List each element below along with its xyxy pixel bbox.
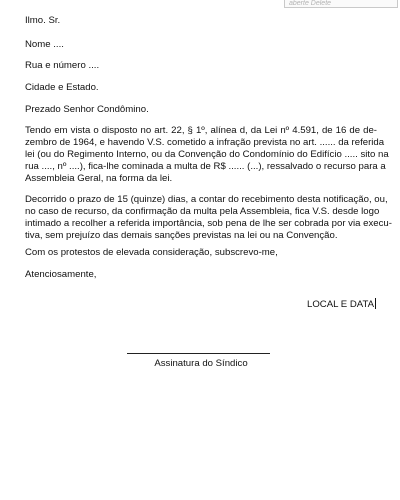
closing-line: Com os protestos de elevada consideração, subscrevo-me, xyxy=(25,247,278,258)
paragraph-2 xyxy=(25,194,392,242)
salutation-line: Ilmo. Sr. xyxy=(25,15,61,26)
recipient-address: Rua e número .... xyxy=(25,60,100,71)
editor-toolbar-fragment xyxy=(284,0,398,8)
paragraph-1-line: Assembleia Geral, na forma da lei. xyxy=(25,173,173,184)
greeting: Prezado Senhor Condômino. xyxy=(25,104,149,115)
paragraph-1-line: rua ...., nº ....), fica-lhe cominada a multa de R$ ...... (...), ressalvado o recurso para a xyxy=(25,161,386,172)
signature-line xyxy=(127,353,270,354)
paragraph-1-line: lei (ou do Regimento Interno, ou da Convenção do Condomínio do Edifício ..... sito na xyxy=(25,149,389,160)
closing: Atenciosamente, xyxy=(25,269,97,280)
toolbar-text: aberte Delete xyxy=(289,0,332,7)
place-date-text: LOCAL E DATA xyxy=(307,299,374,310)
text-cursor xyxy=(375,298,376,309)
paragraph-2-line: no caso de recurso, da confirmação da multa pela Assembleia, fica V.S. desde logo xyxy=(25,206,380,217)
paragraph-1-line: Tendo em vista o disposto no art. 22, § 1º, alínea d, da Lei nº 4.591, de 16 de de- xyxy=(25,125,377,136)
paragraph-2-line: tiva, sem prejuízo das demais sanções previstas na lei ou na Convenção. xyxy=(25,230,338,241)
paragraph-1 xyxy=(25,125,389,185)
place-date xyxy=(307,298,376,310)
recipient-city-state: Cidade e Estado. xyxy=(25,82,99,93)
paragraph-2-line: Decorrido o prazo de 15 (quinze) dias, a contar do recebimento desta notificação, ou, xyxy=(25,194,388,205)
paragraph-1-line: zembro de 1964, e havendo V.S. cometido a infração prevista no art. ...... da referida xyxy=(25,137,385,148)
signature-caption: Assinatura do Síndico xyxy=(154,358,248,369)
recipient-name: Nome .... xyxy=(25,39,64,50)
paragraph-2-line: intimado a recolher a referida importância, sob pena de lhe ser cobrada por via execu- xyxy=(25,218,392,229)
